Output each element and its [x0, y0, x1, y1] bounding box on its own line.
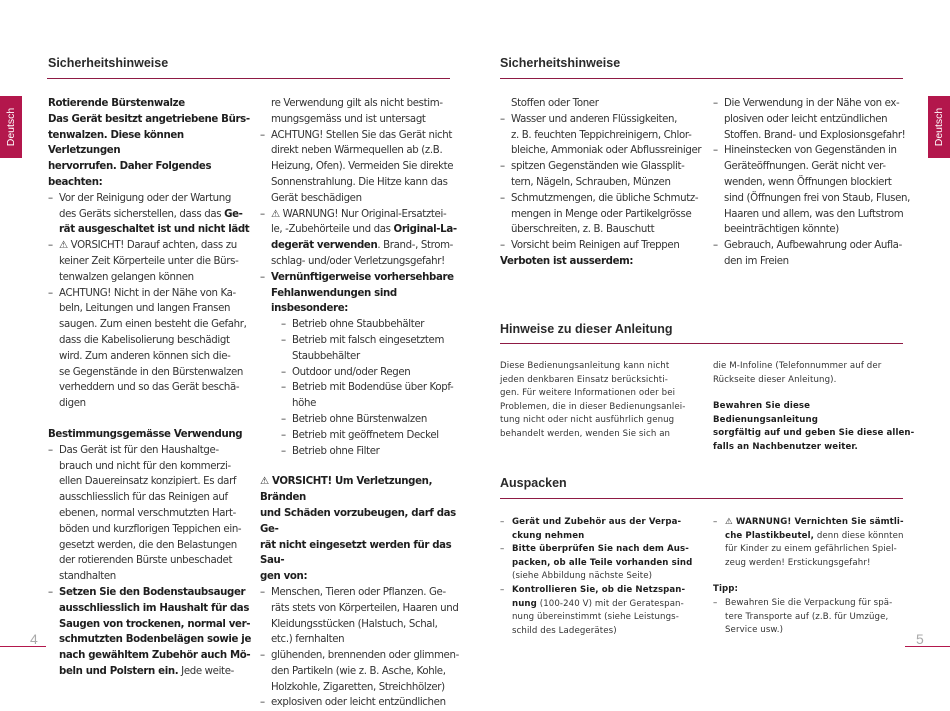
text-line: ACHTUNG! Stellen Sie das Gerät nicht — [271, 129, 453, 141]
text-line: ⚠ WARNUNG! Nur Original-Ersatztei- — [271, 208, 447, 220]
text-line: Wasser und anderen Flüssigkeiten, — [511, 113, 678, 125]
text-bold: beln und Polstern ein. — [59, 665, 179, 677]
text-line: Bewahren Sie die Verpackung für spä- — [725, 597, 893, 608]
text-line: tung nicht oder nicht ausführlich genug — [500, 415, 675, 426]
language-tab-right — [928, 96, 950, 158]
list-item: – Vorsicht beim Reinigen auf Treppen — [500, 238, 705, 254]
warnings-list — [260, 128, 465, 460]
list-item — [48, 443, 253, 585]
text-line: beln, Leitungen und langen Fransen — [59, 303, 231, 315]
text-line: tere Transporte auf (z.B. für Umzüge, — [725, 611, 889, 622]
bottom-rule-left — [0, 646, 46, 647]
text-bold: nach gewähltem Zubehör auch Mö- — [59, 650, 251, 662]
text-line: Das Gerät ist für den Haushaltge- — [59, 444, 219, 456]
auspacken-rule — [500, 498, 903, 499]
text-line: brauch und nicht für den kommerzi- — [59, 460, 231, 472]
text-line: Heizung, Ofen). Vermeiden Sie direkte — [271, 161, 454, 173]
text-line: jeden denkbaren Einsatz berücksichti- — [500, 374, 668, 385]
text-line: ⚠ VORSICHT! Darauf achten, dass zu — [59, 240, 237, 252]
list-item — [500, 543, 705, 584]
text-line: (100-240 V) mit der Geratespan- — [536, 598, 684, 609]
auspacken-column-1 — [500, 516, 705, 638]
list-item — [48, 191, 253, 238]
list-item — [48, 585, 253, 680]
text-line: bleiche, Ammoniak oder Abflussreiniger — [511, 145, 702, 157]
text-line: re Verwendung gilt als nicht bestim- — [271, 98, 443, 109]
text-line: zeug werden! Erstickungsgefahr! — [725, 557, 871, 568]
text-bold: ausschliesslich im Haushalt für das — [59, 602, 250, 614]
text-line: gen. Für weitere Informationen oder bei — [500, 388, 676, 399]
list-item — [500, 584, 705, 638]
text-bold: che Plastikbeutel, — [725, 530, 815, 541]
list-item — [500, 191, 705, 238]
text-line: böden und kurzflorigen Teppichen ein- — [59, 523, 242, 535]
list-item — [713, 238, 918, 270]
text-bold: Setzen Sie den Bodenstaubsauger — [59, 586, 246, 598]
text-line: tern, Nägeln, Schrauben, Münzen — [511, 176, 671, 188]
text-bold: nung — [512, 598, 537, 609]
text-line: z. B. feuchten Teppichreinigern, Chlor- — [511, 129, 692, 141]
text-line: Kleidungsstücken (Halstuch, Schal, — [271, 618, 438, 630]
text-bold: falls an Nachbenutzer weiter. — [713, 441, 858, 452]
page-number-left: 4 — [30, 631, 38, 647]
text-line: Gebrauch, Aufbewahrung oder Aufla- — [724, 240, 902, 252]
text-line: Stoffen. Brand- und Explosionsgefahr! — [724, 129, 906, 141]
text-line: den Partikeln (wie z. B. Asche, Kohle, — [271, 665, 446, 677]
text-bold: Ge- — [224, 208, 243, 220]
text-line: ellen Dauereinsatz konzipiert. Es darf — [59, 476, 237, 488]
do-not-vacuum-list — [260, 585, 465, 711]
text-line: sind (Öffnungen frei von Staub, Flusen, — [724, 192, 910, 204]
text-line: gesetzt werden, die den Belastungen — [59, 539, 237, 551]
forbidden-list — [500, 112, 705, 254]
text-line: Diese Bedienungsanleitung kann nicht — [500, 361, 670, 371]
text-line: mungsgemäss und ist untersagt — [271, 113, 426, 125]
text-line: ACHTUNG! Nicht in der Nähe von Ka- — [59, 287, 236, 299]
list-item — [260, 128, 465, 207]
text-line: standhalten — [59, 571, 116, 583]
text-line: spitzen Gegenständen wie Glassplit- — [511, 161, 685, 173]
language-tab-left — [0, 96, 22, 158]
heading-brush-roller: Rotierende Bürstenwalze — [48, 98, 185, 109]
language-tab-left-label: Deutsch — [5, 107, 17, 147]
left-column-2 — [260, 96, 465, 711]
hinweise-header: Hinweise zu dieser Anleitung — [500, 322, 673, 336]
left-column-1 — [48, 96, 253, 680]
text-bold: Vernünftigerweise vorhersehbare — [271, 271, 454, 283]
misuse-list — [271, 317, 465, 459]
warning-heading: rät nicht eingesetzt werden für das Sau- — [260, 539, 452, 567]
text-line: der rotierenden Bürste unbeschadet — [59, 555, 233, 567]
auspacken-header: Auspacken — [500, 476, 567, 490]
text-line: saugen. Zum einen besteht die Gefahr, — [59, 319, 247, 331]
warning-heading: ⚠ VORSICHT! Um Verletzungen, Bränden — [260, 476, 433, 504]
list-item: – Betrieb ohne Filter — [281, 444, 465, 460]
right-column-2 — [713, 96, 918, 270]
text-bold: schmutzten Bodenbelägen sowie je — [59, 634, 252, 646]
text-bold: Gerät und Zubehör aus der Verpa- — [512, 517, 682, 527]
text-line: überschreiten, z. B. Bauschutt — [511, 224, 655, 236]
intro-line: tenwalzen. Diese können Verletzungen — [48, 129, 184, 157]
text-line: behandelt werden, wenden Sie sich an — [500, 428, 671, 439]
right-page — [475, 0, 950, 678]
text-bold: ckung nehmen — [512, 530, 585, 541]
text-bold: Verboten ist ausserdem: — [500, 255, 634, 267]
list-item — [500, 159, 705, 191]
text-line: wird. Zum anderen können sich die- — [59, 350, 231, 362]
left-page — [0, 0, 475, 709]
warning-heading: gen von: — [260, 571, 308, 583]
list-item — [713, 96, 918, 143]
right-header-rule — [500, 78, 903, 79]
text-bold: Bewahren Sie diese Bedienungsanleitung — [713, 401, 818, 425]
text-line: keiner Zeit Körperteile unter die Bürs- — [59, 255, 239, 267]
text-line: höhe — [292, 398, 317, 410]
text-bold: packen, ob alle Teile vorhanden sind — [512, 557, 693, 568]
text-line: glühenden, brennenden oder glimmen- — [271, 650, 459, 662]
text-line: Vor der Reinigung oder der Wartung — [59, 192, 231, 204]
text-line: für Kinder zu einem gefährlichen Spiel- — [725, 544, 897, 555]
text-line: des Geräts sicherstellen, dass das — [59, 208, 225, 220]
hinweise-column-2 — [713, 360, 918, 455]
text-bold: Original-La- — [393, 224, 457, 236]
text-line: Betrieb mit Bodendüse über Kopf- — [292, 382, 454, 394]
left-section-header: Sicherheitshinweise — [48, 56, 169, 70]
text-line: etc.) fernhalten — [271, 634, 345, 646]
text-line: Stoffen oder Toner — [511, 98, 599, 109]
intro-line: Das Gerät besitzt angetriebene Bürs- — [48, 113, 250, 125]
text-line: ebenen, normal verschmutzten Hart- — [59, 507, 236, 519]
text-line: die M-Infoline (Telefonnummer auf der — [713, 361, 882, 371]
unpacking-list — [500, 516, 705, 638]
bottom-rule-right — [905, 646, 950, 647]
text-line: le, -Zubehörteile und das — [271, 224, 394, 236]
text-line: Service usw.) — [725, 625, 784, 636]
list-item — [713, 143, 918, 238]
also-forbidden-list — [713, 96, 918, 270]
text-line: plosiven oder leicht entzündlichen — [724, 113, 888, 125]
text-line: Hineinstecken von Gegenständen in — [724, 145, 897, 157]
text-bold: rät ausgeschaltet ist und nicht lädt — [59, 224, 250, 236]
right-section-header: Sicherheitshinweise — [500, 56, 621, 70]
text-line: direkt neben Wärmequellen ab (z.B. — [271, 145, 443, 157]
text-line: Geräteöffnungen. Gerät nicht ver- — [724, 161, 886, 173]
text-line: nung übereinstimmt (siehe Leistungs- — [512, 612, 679, 623]
right-column-1 — [500, 96, 705, 270]
intended-use-list — [48, 443, 253, 680]
text-bold: ⚠ WARNUNG! Vernichten Sie sämtli- — [725, 517, 904, 527]
text-line: Problemen, die in dieser Bedienungsanlei- — [500, 401, 686, 412]
text-line: Gerät beschädigen — [271, 192, 362, 204]
text-line: digen — [59, 398, 86, 410]
text-line: Menschen, Tieren oder Pflanzen. Ge- — [271, 586, 446, 598]
list-item — [260, 207, 465, 270]
list-item — [500, 516, 705, 543]
text-line: den im Freien — [724, 255, 789, 267]
tip-label: Tipp: — [713, 584, 739, 595]
text-bold: Saugen von trockenen, normal ver- — [59, 618, 251, 630]
auspacken-column-2 — [713, 516, 918, 638]
page-number-right: 5 — [916, 631, 924, 647]
text-line: tenwalzen gelangen können — [59, 271, 194, 283]
text-bold: sorgfältig auf und geben Sie diese allen- — [713, 428, 915, 439]
text-line: Holzkohle, Zigaretten, Streichhölzer) — [271, 681, 445, 693]
text-line: schlag- und/oder Verletzungsgefahr! — [271, 255, 445, 267]
text-bold: Kontrollieren Sie, ob die Netzspan- — [512, 584, 686, 595]
brush-roller-list — [48, 191, 253, 412]
list-item — [281, 380, 465, 412]
list-item — [713, 516, 918, 570]
hinweise-rule — [500, 343, 903, 344]
text-line: Schmutzmengen, die übliche Schmutz- — [511, 192, 699, 204]
list-item — [713, 597, 918, 638]
text-line: Haaren und allem, was den Luftstrom — [724, 208, 904, 220]
text-line: Sonnenstrahlung. Die Hitze kann das — [271, 176, 448, 188]
text-line: mengen in Menge oder Partikelgrösse — [511, 208, 692, 220]
list-item: – Betrieb ohne Staubbehälter — [281, 317, 465, 333]
text-line: denn diese könnten — [814, 530, 904, 541]
text-line: Jede weite- — [178, 665, 234, 677]
list-item: – Betrieb mit geöffnetem Deckel — [281, 428, 465, 444]
hinweise-column-1 — [500, 360, 705, 442]
list-item: – Outdoor und/oder Regen — [281, 365, 465, 381]
tip-list — [713, 597, 918, 638]
list-item — [260, 648, 465, 695]
list-item — [48, 286, 253, 412]
text-line: (siehe Abbildung nächste Seite) — [512, 571, 653, 582]
list-item — [48, 238, 253, 285]
text-line: Staubbehälter — [292, 350, 360, 362]
list-item — [260, 270, 465, 460]
list-item — [260, 585, 465, 648]
list-item — [281, 333, 465, 365]
warning-heading: und Schäden vorzubeugen, darf das Ge- — [260, 507, 456, 535]
text-bold: Bitte überprüfen Sie nach dem Aus- — [512, 544, 689, 555]
text-line: verheddern und so das Gerät beschä- — [59, 382, 240, 394]
text-line: dass die Kabelisolierung beschädigt — [59, 334, 230, 346]
text-line: . Brand-, Strom- — [377, 240, 454, 252]
list-item — [500, 112, 705, 159]
text-line: Rückseite dieser Anleitung). — [713, 374, 837, 385]
list-item: – explosiven oder leicht entzündlichen — [260, 695, 465, 711]
text-line: Die Verwendung in der Nähe von ex- — [724, 98, 900, 109]
plastic-warning-list — [713, 516, 918, 570]
intro-line: hervorrufen. Daher Folgendes beachten: — [48, 161, 212, 188]
list-item: – Betrieb ohne Bürstenwalzen — [281, 412, 465, 428]
left-header-rule — [47, 78, 450, 79]
heading-intended-use: Bestimmungsgemässe Verwendung — [48, 428, 243, 440]
text-line: beeinträchtigen könnte) — [724, 224, 839, 236]
text-line: se Gegenstände in den Bürstenwalzen — [59, 366, 243, 378]
text-bold: degerät verwenden — [271, 240, 378, 252]
text-line: ausschliesslich für das Reinigen auf — [59, 492, 228, 504]
text-line: wenden, wenn Öffnungen blockiert — [724, 176, 892, 188]
text-line: schild des Ladegerätes) — [512, 625, 617, 636]
text-bold: Fehlanwendungen sind insbesondere: — [271, 287, 397, 315]
language-tab-right-label: Deutsch — [933, 107, 945, 147]
text-line: räts stets von Körperteilen, Haaren und — [271, 602, 459, 614]
text-line: Betrieb mit falsch eingesetztem — [292, 334, 445, 346]
